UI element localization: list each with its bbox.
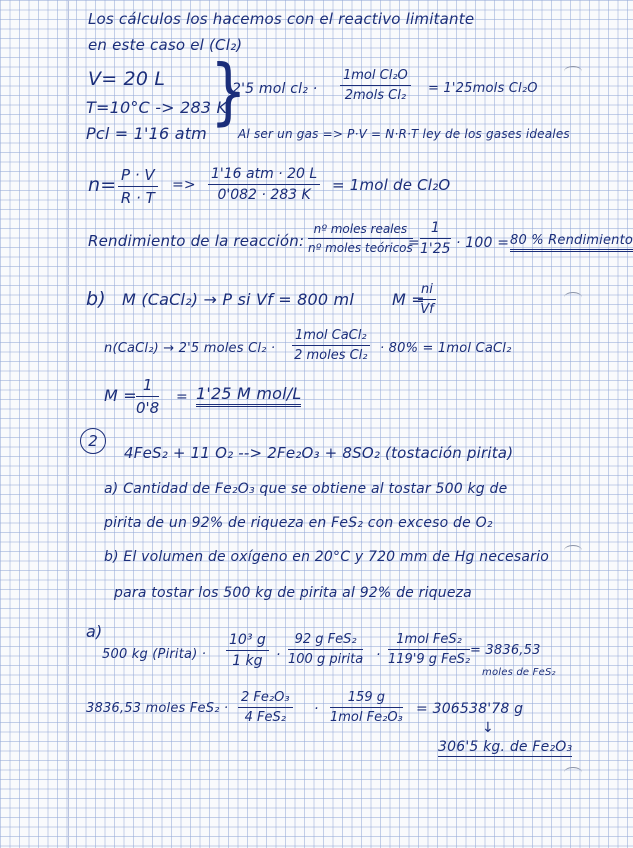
brace: } [210,48,247,134]
part-b-m-den: Vf [420,302,434,317]
sol-a2-f2-num: 159 g [330,690,403,708]
nreal-tail: · 80% = 1mol CaCl₂ [380,341,512,356]
sol-a2-lead: 3836,53 moles FeS₂ · [86,701,229,716]
conv1-fraction [340,68,411,103]
m-fraction [136,376,159,417]
margin-line [68,0,69,848]
sol-a-fraction-2 [288,632,363,667]
m-eq: = [176,389,188,405]
q2-b-line-2: para tostar los 500 kg de pirita al 92% de riqueza [114,585,472,601]
sol-a-f3-num: 1mol FeS₂ [388,632,470,650]
conv1-lead: 2'5 mol cl₂ · [232,81,318,97]
sol-a-result: = 3836,53 [470,643,541,658]
conv1-numerator: 1mol Cl₂O [340,68,411,86]
sol-a-f1-num: 10³ g [226,632,269,651]
q2-equation: 4FeS₂ + 11 O₂ --> 2Fe₂O₃ + 8SO₂ (tostación pirita) [124,444,514,462]
nreal-den: 2 moles Cl₂ [294,348,368,363]
sol-a2-fraction-1 [238,690,293,725]
n-f1-den: R · T [120,189,155,207]
given-volume: V= 20 L [88,68,166,90]
given-temperature: T=10°C -> 283 K [86,98,228,117]
times-sign: · [376,647,381,663]
sol-a-fraction-1 [226,632,269,669]
question-number: 2 [80,428,106,454]
conv1-result: = 1'25mols Cl₂O [428,81,538,96]
n-lhs: n= [88,174,117,196]
punch-hole [564,292,582,303]
yield-tail: · 100 = [456,235,510,251]
n-arrow: => [172,177,196,193]
gas-law-note: Al ser un gas => P·V = N·R·T ley de los gases ideales [238,127,570,141]
nreal-num: 1mol CaCl₂ [292,328,370,346]
sol-a2-f1-num: 2 Fe₂O₃ [238,690,293,708]
sol-a-lead: 500 kg (Pirita) · [102,647,207,662]
part-b-molarity: M (CaCl₂) → P si Vf = 800 ml [122,290,354,309]
m-result: 1'25 M mol/L [196,386,301,407]
sol-a2-fraction-2 [330,690,403,725]
m-den: 0'8 [136,399,160,417]
sol-a-f2-num: 92 g FeS₂ [288,632,363,650]
sol-a-label: a) [86,622,103,641]
q2-a-line-2: pirita de un 92% de riqueza en FeS₂ con exceso de O₂ [104,515,493,531]
n-f2-num: 1'16 atm · 20 L [208,166,320,185]
n-f2-den: 0'082 · 283 K [217,187,311,203]
q2-a-line-1: a) Cantidad de Fe₂O₃ que se obtiene al tostar 500 kg de [104,481,508,497]
yield-result: 80 % Rendimiento [510,234,633,252]
n-fraction-1 [118,166,158,207]
sol-a-f1-den: 1 kg [232,653,263,669]
intro-line-1: Los cálculos los hacemos con el reactivo limitante [88,10,475,28]
part-b-label: b) [86,288,106,310]
q2-b-line-1: b) El volumen de oxígeno en 20°C y 720 mm de Hg necesario [104,549,549,565]
sol-a-f3-den: 119'9 g FeS₂ [388,652,471,667]
yield-f2-num: 1 [420,220,451,239]
punch-hole [564,66,582,77]
sol-a-fraction-3 [388,632,470,667]
part-b-m-lhs: M = [392,290,425,309]
sol-a2-f1-den: 4 FeS₂ [244,710,286,725]
part-b-m-num: ni [418,282,436,300]
yield-den: nº moles teóricos [308,241,413,255]
yield-fraction-2 [420,220,451,257]
yield-num: nº moles reales [308,222,413,239]
m-lhs: M = [104,386,137,405]
sol-a2-result: = 306538'78 g [416,701,524,717]
sol-a2-final: 306'5 kg. de Fe₂O₃ [438,739,573,755]
yield-fraction [308,222,413,255]
n-f1-num: P · V [118,166,158,187]
n-fraction-2 [208,166,320,203]
given-pressure: Pcl = 1'16 atm [86,124,207,143]
conv1-denominator: 2mols Cl₂ [344,88,407,103]
n-result: = 1mol de Cl₂O [332,176,451,194]
nreal-fraction [292,328,370,363]
times-sign: · [276,647,281,663]
times-sign: · [314,701,319,717]
sol-a2-f2-den: 1mol Fe₂O₃ [330,710,403,725]
yield-eq: = [408,235,420,251]
punch-hole [564,767,582,778]
m-num: 1 [136,376,159,397]
yield-label: Rendimiento de la reacción: [88,232,305,250]
sol-a-f2-den: 100 g pirita [288,652,364,667]
punch-hole [564,545,582,556]
yield-f2-den: 1'25 [420,241,451,257]
arrow-down-icon: ↓ [482,720,494,736]
intro-line-2: en este caso el (Cl₂) [88,36,243,54]
part-b-m-fraction [418,282,436,317]
nreal-lead: n(CaCl₂) → 2'5 moles Cl₂ · [104,341,276,356]
sol-a-result-unit: moles de FeS₂ [482,667,556,678]
